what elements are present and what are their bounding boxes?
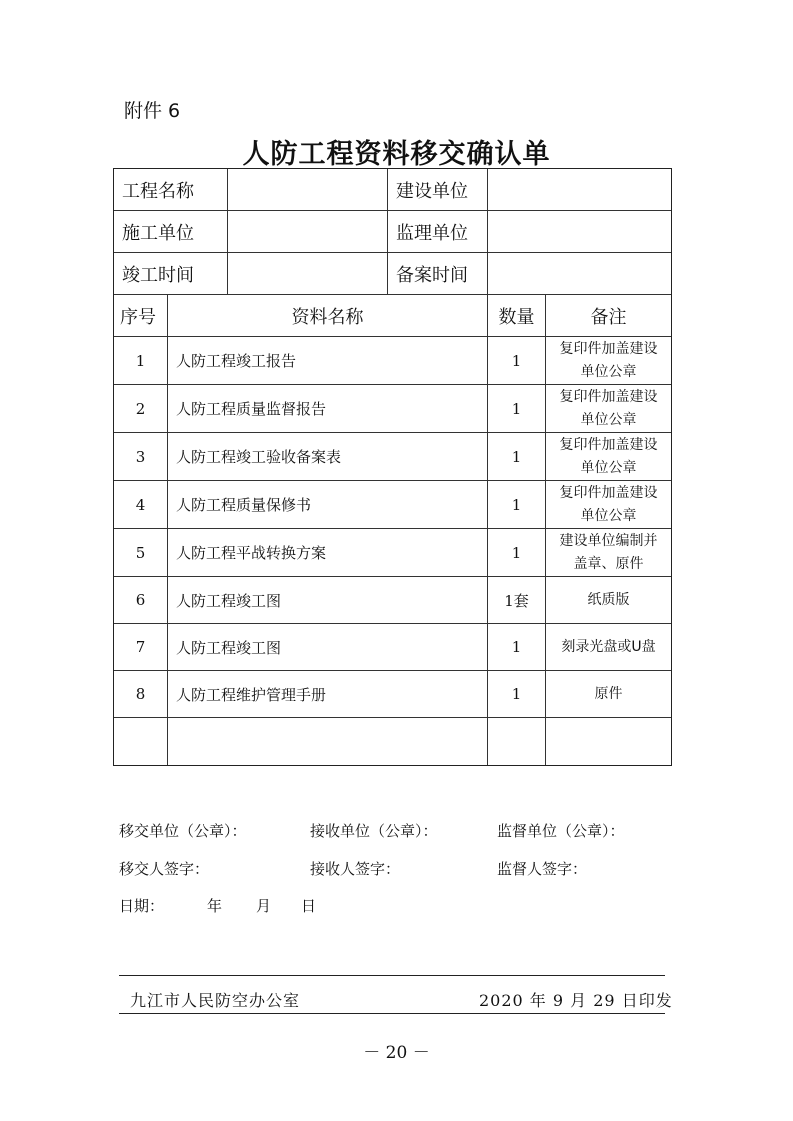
date-year-label: 年 — [207, 897, 223, 915]
row-note: 原件 — [594, 685, 623, 702]
table-row — [114, 577, 671, 624]
table-row — [114, 481, 671, 529]
row-note-line: 复印件加盖建设 — [559, 388, 658, 405]
footer-bottom-rule — [119, 1013, 665, 1014]
row-note-line: 盖章、原件 — [573, 555, 644, 572]
table-row — [114, 718, 671, 765]
row-name: 人防工程平战转换方案 — [168, 529, 488, 576]
label-supervision-unit: 监理单位 — [388, 211, 488, 252]
project-info-row — [114, 253, 671, 295]
row-name: 人防工程维护管理手册 — [168, 671, 488, 717]
label-construction-unit: 施工单位 — [114, 211, 228, 252]
row-no: 3 — [114, 433, 168, 480]
table-row — [114, 624, 671, 671]
issue-date: 2020 年 9 月 29 日印发 — [479, 991, 673, 1010]
value-supervision-unit — [488, 211, 671, 252]
row-qty: 1套 — [488, 577, 546, 623]
page-number: － 20 － — [363, 1043, 430, 1063]
attachment-label: 附件 6 — [124, 100, 181, 122]
table-row — [114, 433, 671, 481]
row-note-line: 单位公章 — [580, 363, 637, 380]
row-note — [546, 385, 671, 432]
value-project-name — [228, 169, 388, 210]
row-no: 2 — [114, 385, 168, 432]
footer-top-rule — [119, 975, 665, 976]
row-note-line: 单位公章 — [580, 459, 637, 476]
table-row — [114, 385, 671, 433]
row-no — [114, 718, 168, 765]
label-project-name: 工程名称 — [114, 169, 228, 210]
receive-person-sign-label: 接收人签字： — [310, 860, 401, 878]
row-note-line: 复印件加盖建设 — [559, 436, 658, 453]
supervise-unit-seal-label: 监督单位（公章）： — [497, 822, 625, 840]
date-month-label: 月 — [256, 897, 272, 915]
value-build-unit — [488, 169, 671, 210]
supervise-person-sign-label: 监督人签字： — [497, 860, 588, 878]
value-construction-unit — [228, 211, 388, 252]
row-no: 1 — [114, 337, 168, 384]
row-name: 人防工程竣工图 — [168, 577, 488, 623]
row-no: 8 — [114, 671, 168, 717]
transfer-unit-seal-label: 移交单位（公章）： — [119, 822, 247, 840]
value-completion-time — [228, 253, 388, 294]
row-name: 人防工程竣工验收备案表 — [168, 433, 488, 480]
row-qty: 1 — [488, 671, 546, 717]
row-no: 5 — [114, 529, 168, 576]
label-completion-time: 竣工时间 — [114, 253, 228, 294]
row-name — [168, 718, 488, 765]
date-label: 日期： — [119, 897, 165, 915]
project-info-row — [114, 169, 671, 211]
row-qty: 1 — [488, 529, 546, 576]
row-note — [546, 481, 671, 528]
row-note-line: 复印件加盖建设 — [559, 340, 658, 357]
row-qty — [488, 718, 546, 765]
row-no: 7 — [114, 624, 168, 670]
label-filing-time: 备案时间 — [388, 253, 488, 294]
row-note-line: 建设单位编制并 — [559, 532, 658, 549]
row-note-line: 单位公章 — [580, 411, 637, 428]
row-note — [546, 529, 671, 576]
value-filing-time — [488, 253, 671, 294]
row-note — [546, 718, 671, 765]
row-name: 人防工程竣工图 — [168, 624, 488, 670]
project-info-row — [114, 211, 671, 253]
row-qty: 1 — [488, 624, 546, 670]
row-name: 人防工程质量保修书 — [168, 481, 488, 528]
row-name: 人防工程质量监督报告 — [168, 385, 488, 432]
col-header-name: 资料名称 — [168, 295, 488, 336]
date-day-label: 日 — [301, 897, 317, 915]
row-no: 6 — [114, 577, 168, 623]
row-qty: 1 — [488, 337, 546, 384]
row-no: 4 — [114, 481, 168, 528]
row-note-line: 复印件加盖建设 — [559, 484, 658, 501]
row-note — [546, 433, 671, 480]
col-header-note: 备注 — [590, 306, 627, 328]
row-name: 人防工程竣工报告 — [168, 337, 488, 384]
issuer-name: 九江市人民防空办公室 — [130, 991, 301, 1010]
receive-unit-seal-label: 接收单位（公章）： — [310, 822, 438, 840]
row-note-line: 单位公章 — [580, 507, 637, 524]
transfer-form-table — [113, 168, 672, 766]
col-header-no: 序号 — [114, 295, 168, 336]
row-qty: 1 — [488, 385, 546, 432]
table-row — [114, 671, 671, 718]
row-note — [546, 337, 671, 384]
row-note: 刻录光盘或U盘 — [561, 638, 656, 655]
page-title: 人防工程资料移交确认单 — [242, 139, 551, 170]
table-header-row — [114, 295, 671, 337]
transfer-person-sign-label: 移交人签字： — [119, 860, 210, 878]
table-row — [114, 337, 671, 385]
label-build-unit: 建设单位 — [388, 169, 488, 210]
table-row — [114, 529, 671, 577]
col-header-qty: 数量 — [488, 295, 546, 336]
row-note: 纸质版 — [587, 591, 630, 608]
row-qty: 1 — [488, 481, 546, 528]
row-qty: 1 — [488, 433, 546, 480]
